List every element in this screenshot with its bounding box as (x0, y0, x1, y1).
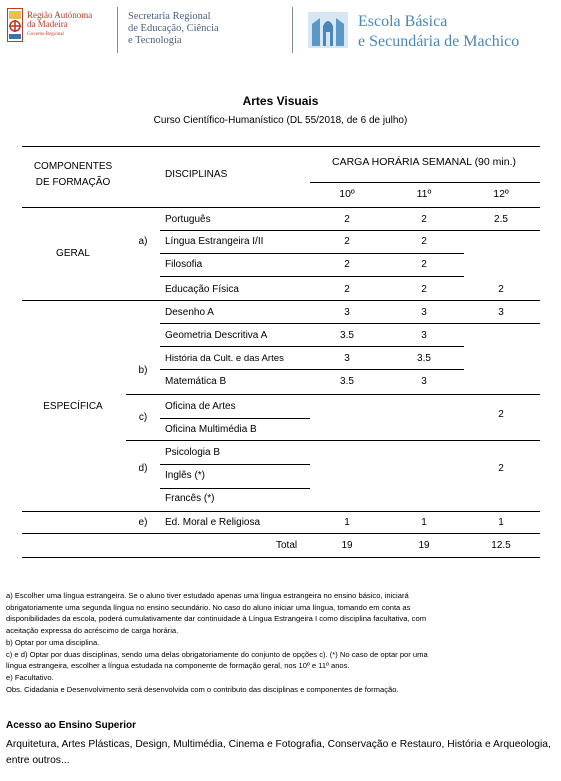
table-rule (160, 276, 464, 277)
total-12: 12.5 (491, 540, 511, 551)
hours-11: 2 (421, 214, 427, 225)
hours-11: 3 (421, 376, 427, 387)
school-line-1: Escola Básica (358, 13, 448, 30)
option-mark-c: c) (138, 412, 148, 423)
hours-10: 2 (344, 236, 350, 247)
subject-name: Ed. Moral e Religiosa (165, 517, 261, 528)
group-geral: GERAL (56, 248, 90, 259)
total-label: Total (276, 540, 298, 551)
raw-line-3: Governo Regional (27, 32, 64, 37)
hours-10: 1 (344, 517, 350, 528)
header-disciplinas: DISCIPLINAS (165, 169, 228, 180)
table-rule (22, 300, 540, 301)
course-title: Artes Visuais (242, 94, 319, 108)
hours-10: 3.5 (340, 330, 354, 341)
table-rule (160, 253, 464, 254)
footnote-line: aceitação expressa do acréscimo de carga horária. (6, 626, 179, 636)
footnote-line: b) Optar por uma disciplina. (6, 637, 100, 647)
header-year-12: 12º (493, 188, 509, 200)
school-line-2: e Secundária de Machico (358, 33, 520, 50)
hours-12: 1 (498, 517, 504, 528)
raw-line-2: da Madeira (27, 19, 68, 29)
table-rule (160, 230, 540, 231)
hours-12: 2 (498, 284, 504, 295)
secretaria-line-2: de Educação, Ciência (128, 23, 219, 34)
subject-name: Desenho A (165, 307, 214, 318)
footnote-line: obrigatoriamente uma segunda língua no ensino secundário. No caso do aluno iniciar uma língua, tomando em conta as (6, 602, 411, 612)
hours-11: 3 (421, 330, 427, 341)
header-componentes-1: COMPONENTES (33, 161, 113, 172)
hours-11: 3 (421, 307, 427, 318)
acesso-text: Arquitetura, Artes Plásticas, Design, Multimédia, Cinema e Fotografia, Conservação e Restauro, História e Arqueologia, entre outros... (6, 739, 551, 766)
hours-11: 2 (421, 236, 427, 247)
hours-10: 3.5 (340, 376, 354, 387)
table-rule (22, 207, 540, 208)
footnote-line: língua estrangeira, escolher a língua estudada na componente de formação geral, nos 10º e 11º anos. (6, 661, 350, 671)
table-rule (22, 511, 540, 512)
option-mark-e: e) (138, 517, 148, 528)
table-rule (22, 557, 540, 558)
hours-11: 3.5 (417, 353, 431, 364)
hours-12: 2.5 (494, 214, 508, 225)
table-rule (160, 464, 310, 465)
table-rule (126, 440, 540, 441)
hours-10: 2 (344, 284, 350, 295)
raw-line-1: Região Autónoma (27, 10, 93, 20)
table-rule (160, 369, 464, 370)
hours-10: 3 (344, 353, 350, 364)
subject-name: Psicologia B (165, 447, 221, 458)
subject-name: Francês (*) (165, 493, 215, 504)
hours-10: 2 (344, 214, 350, 225)
footnote-line: disponibilidades da escola, poderá cumulativamente dar continuidade à Língua Estrangeira I como disciplina facultativa, com (6, 614, 427, 624)
footnote-line: a) Escolher uma língua estrangeira. Se o aluno tiver estudado apenas uma língua estrangeira no ensino básico, iniciará (6, 591, 409, 600)
subject-name: Língua Estrangeira I/II (165, 236, 264, 247)
table-rule (310, 182, 540, 183)
secretaria-line-1: Secretaria Regional (128, 11, 211, 22)
footnote-line: e) Facultativo. (6, 672, 54, 682)
subject-name: Matemática B (165, 376, 227, 387)
footnote-line: Obs. Cidadania e Desenvolvimento será desenvolvida com o contributo das disciplinas e componentes de formação. (6, 684, 399, 694)
hours-11: 2 (421, 259, 427, 270)
subject-name: Filosofia (165, 259, 203, 270)
option-mark-b: b) (138, 365, 148, 376)
header-componentes-2: DE FORMAÇÃO (35, 177, 111, 188)
table-rule (22, 533, 540, 534)
table-rule (160, 323, 540, 324)
footnotes (6, 590, 556, 695)
hours-10: 3 (344, 307, 350, 318)
table-rule (160, 346, 464, 347)
option-mark-d: d) (138, 463, 148, 474)
subject-name: História da Cult. e das Artes (165, 353, 284, 364)
total-10: 19 (341, 540, 353, 551)
table-rule (126, 394, 540, 395)
secretaria-line-3: e Tecnologia (128, 35, 182, 46)
subject-name: Português (165, 214, 211, 225)
table-rule (160, 418, 310, 419)
header-carga-horaria: CARGA HORÁRIA SEMANAL (90 min.) (332, 156, 516, 168)
header-year-10: 10º (339, 188, 355, 200)
subject-name: Geometria Descritiva A (165, 330, 268, 341)
subject-name: Oficina de Artes (165, 401, 236, 412)
hours-11: 1 (421, 517, 427, 528)
header-year-11: 11º (416, 188, 432, 200)
total-11: 19 (418, 540, 430, 551)
footnote-line: c) e d) Optar por duas disciplinas, sendo uma delas obrigatoriamente do conjunto de opções c). (*) No caso de optar por uma (6, 649, 428, 659)
hours-10: 2 (344, 259, 350, 270)
group-especifica: ESPECÍFICA (43, 401, 103, 412)
hours-11: 2 (421, 284, 427, 295)
subject-name: Inglês (*) (165, 470, 206, 481)
hours-12-group-c: 2 (498, 409, 504, 420)
table-rule (22, 146, 540, 147)
course-subtitle: Curso Científico-Humanístico (DL 55/2018, de 6 de julho) (153, 115, 408, 126)
acesso-title: Acesso ao Ensino Superior (6, 720, 137, 731)
subject-name: Educação Física (165, 284, 239, 295)
option-mark-a: a) (138, 236, 148, 247)
hours-12-group-d: 2 (498, 463, 504, 474)
hours-12: 3 (498, 307, 504, 318)
table-rule (160, 488, 310, 489)
subject-name: Oficina Multimédia B (165, 424, 257, 435)
